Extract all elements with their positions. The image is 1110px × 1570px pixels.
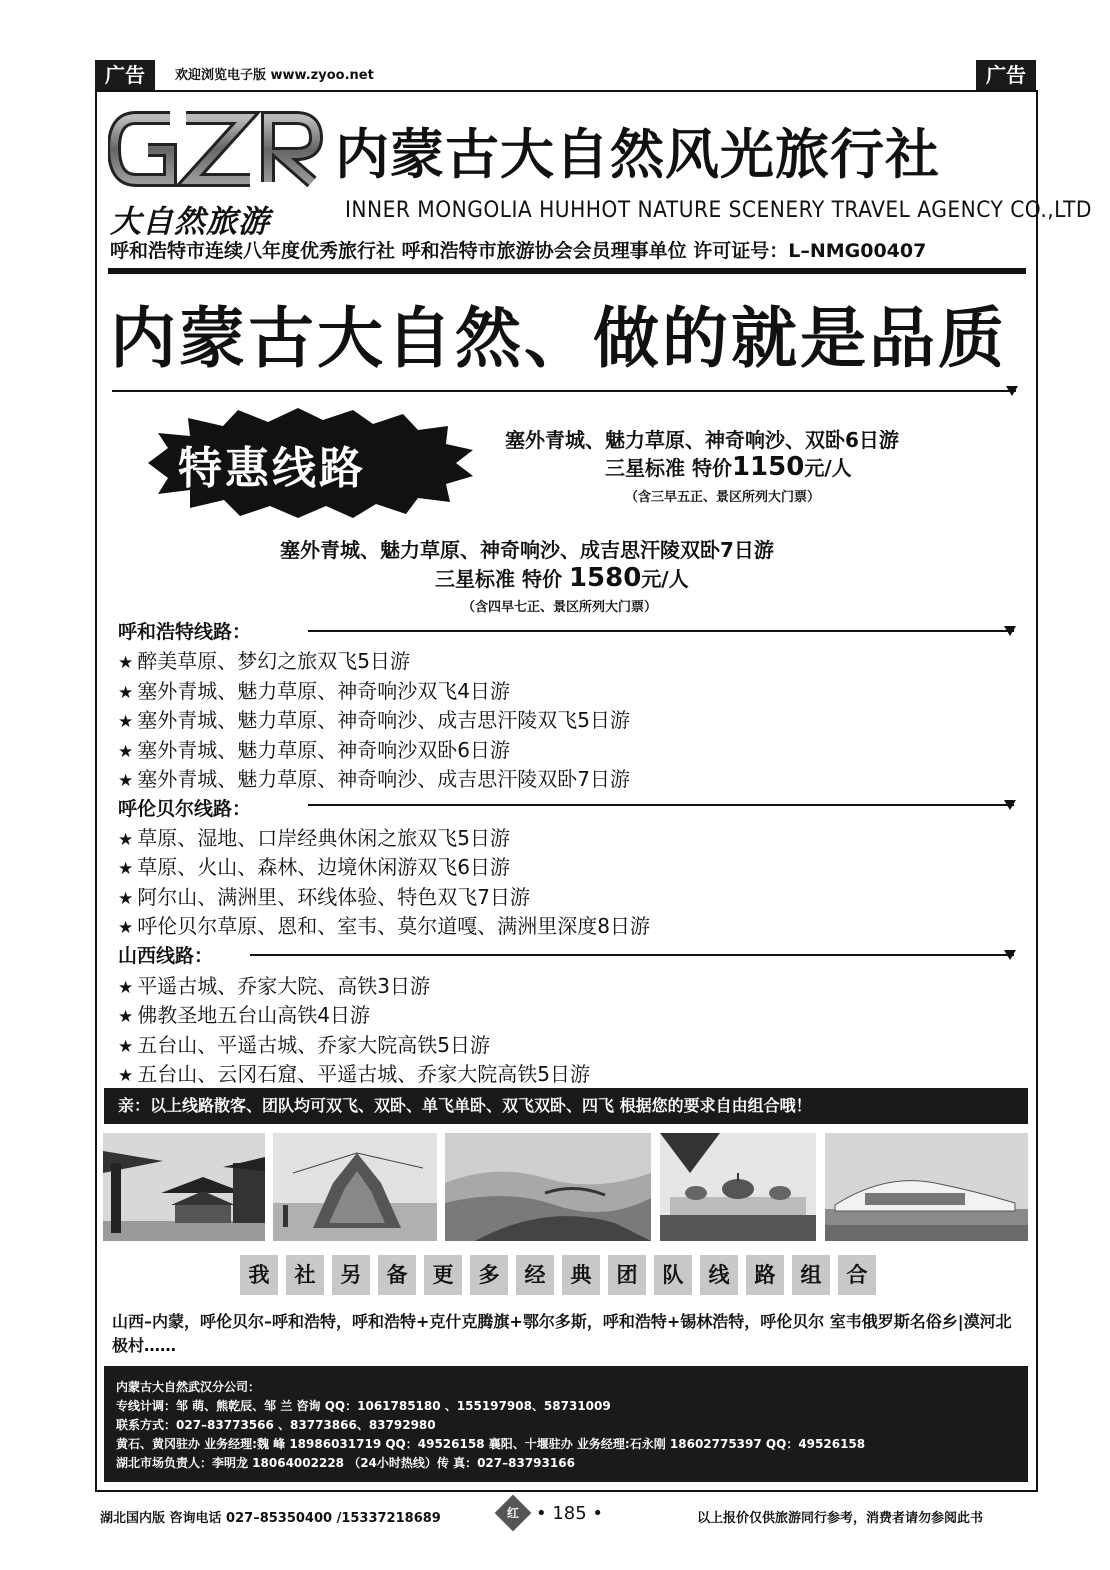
website-url[interactable]: 欢迎浏览电子版 www.zyoo.net bbox=[175, 68, 374, 83]
contact-info-box bbox=[104, 1366, 1028, 1482]
section-divider bbox=[308, 630, 1014, 632]
route-item[interactable] bbox=[118, 970, 430, 999]
agency-name: 内蒙古大自然风光旅行社 bbox=[335, 122, 940, 186]
section-title-shanxi: 山西线路： bbox=[118, 945, 214, 967]
route-label: 平遥古城、乔家大院、高铁3日游 bbox=[137, 974, 430, 998]
banner-char: 备 bbox=[378, 1255, 416, 1295]
phone-numbers[interactable]: 联系方式：027–83773566 、83773866、83792980 bbox=[116, 1418, 436, 1432]
route-item[interactable] bbox=[118, 1058, 590, 1087]
museum-building-photo bbox=[825, 1133, 1028, 1241]
footer-disclaimer: 以上报价仅供旅游同行参考，消费者请勿参阅此书 bbox=[697, 1511, 984, 1526]
offer2-price bbox=[435, 563, 689, 593]
route-item[interactable] bbox=[118, 675, 510, 704]
offer1-price-unit: 元/人 bbox=[804, 456, 852, 480]
route-item[interactable] bbox=[118, 881, 530, 910]
banner-char: 团 bbox=[608, 1255, 646, 1295]
star-icon: ★ bbox=[118, 859, 134, 879]
agency-english-name: INNER MONGOLIA HUHHOT NATURE SCENERY TRAVEL AGENCY CO.,LTD bbox=[345, 198, 1092, 223]
star-icon: ★ bbox=[118, 712, 134, 732]
slogan-divider bbox=[112, 390, 1016, 392]
route-item[interactable] bbox=[118, 822, 510, 851]
banner-char: 另 bbox=[332, 1255, 370, 1295]
more-combos-banner bbox=[240, 1255, 890, 1297]
route-label: 草原、湿地、口岸经典休闲之旅双飞5日游 bbox=[137, 826, 510, 850]
route-item[interactable] bbox=[118, 645, 410, 674]
star-icon: ★ bbox=[118, 978, 134, 998]
route-label: 塞外青城、魅力草原、神奇响沙、成吉思汗陵双卧7日游 bbox=[137, 767, 630, 791]
star-icon: ★ bbox=[118, 889, 134, 909]
offer1-price bbox=[605, 452, 852, 482]
oboo-cairn-photo bbox=[273, 1133, 437, 1241]
branch-name: 内蒙古大自然武汉分公司： bbox=[116, 1380, 261, 1394]
planners-and-qq[interactable]: 专线计调：邹 萌、熊乾辰、邹 兰 咨询 QQ：1061785180 、155197908、58731009 bbox=[116, 1399, 611, 1413]
star-icon: ★ bbox=[118, 1037, 134, 1057]
route-item[interactable] bbox=[118, 704, 630, 733]
banner-char: 路 bbox=[746, 1255, 784, 1295]
banner-char: 社 bbox=[286, 1255, 324, 1295]
route-item[interactable] bbox=[118, 910, 650, 939]
star-icon: ★ bbox=[118, 653, 134, 673]
special-routes-label: 特惠线路 bbox=[178, 443, 366, 494]
sand-dunes-photo bbox=[445, 1133, 651, 1241]
ad-tag-left: 广告 bbox=[95, 60, 155, 90]
route-item[interactable] bbox=[118, 763, 630, 792]
route-label: 塞外青城、魅力草原、神奇响沙、成吉思汗陵双飞5日游 bbox=[137, 708, 630, 732]
red-edition-badge-icon bbox=[495, 1495, 532, 1532]
banner-char: 多 bbox=[470, 1255, 508, 1295]
footer-edition-info: 湖北国内版 咨询电话 027–85350400 /15337218689 bbox=[100, 1511, 441, 1526]
banner-char: 线 bbox=[700, 1255, 738, 1295]
route-label: 五台山、平遥古城、乔家大院高铁5日游 bbox=[137, 1033, 490, 1057]
offer1-note: （含三早五正、景区所列大门票） bbox=[625, 490, 821, 505]
section-divider bbox=[308, 804, 1014, 806]
star-icon: ★ bbox=[118, 771, 134, 791]
banner-char: 经 bbox=[516, 1255, 554, 1295]
route-item[interactable] bbox=[118, 851, 510, 880]
route-label: 五台山、云冈石窟、平遥古城、乔家大院高铁5日游 bbox=[137, 1062, 590, 1086]
star-icon: ★ bbox=[118, 1007, 134, 1027]
agency-logo bbox=[108, 108, 323, 240]
footer-page-marker bbox=[500, 1500, 603, 1526]
mausoleum-photo bbox=[660, 1133, 816, 1241]
route-label: 阿尔山、满洲里、环线体验、特色双飞7日游 bbox=[137, 885, 530, 909]
offer1-price-prefix: 三星标准 特价 bbox=[605, 456, 732, 480]
combo-destinations-text: 山西–内蒙，呼伦贝尔–呼和浩特，呼和浩特+克什克腾旗+鄂尔多斯，呼和浩特+锡林浩特，呼伦贝尔 室韦俄罗斯名俗乡|漠河北极村…… bbox=[112, 1312, 1012, 1355]
route-label: 草原、火山、森林、边境休闲游双飞6日游 bbox=[137, 855, 510, 879]
gzr-logo-icon bbox=[108, 108, 323, 193]
section-divider bbox=[250, 954, 1014, 956]
agency-honors: 呼和浩特市连续八年度优秀旅行社 呼和浩特市旅游协会会员理事单位 许可证号：L–NMG00407 bbox=[110, 240, 927, 262]
slogan-headline: 内蒙古大自然、做的就是品质 bbox=[110, 300, 1007, 377]
banner-char: 更 bbox=[424, 1255, 462, 1295]
banner-char: 队 bbox=[654, 1255, 692, 1295]
logo-chinese-text: 大自然旅游 bbox=[110, 204, 270, 240]
offer2-price-unit: 元/人 bbox=[641, 567, 689, 591]
route-item[interactable] bbox=[118, 1029, 490, 1058]
offer2-note: （含四早七正、景区所列大门票） bbox=[462, 600, 658, 615]
route-label: 塞外青城、魅力草原、神奇响沙双飞4日游 bbox=[137, 679, 510, 703]
banner-char: 我 bbox=[240, 1255, 278, 1295]
offer1-price-value: 1150 bbox=[731, 452, 805, 482]
star-icon: ★ bbox=[118, 683, 134, 703]
page-number: • 185 • bbox=[536, 1502, 604, 1524]
offer2-title: 塞外青城、魅力草原、神奇响沙、成吉思汗陵双卧7日游 bbox=[280, 538, 774, 562]
badge-label: 红 bbox=[506, 1506, 519, 1520]
temple-photo bbox=[103, 1133, 265, 1241]
section-title-hohhot: 呼和浩特线路： bbox=[118, 621, 252, 643]
banner-char: 典 bbox=[562, 1255, 600, 1295]
section-title-hulunbuir: 呼伦贝尔线路： bbox=[118, 798, 252, 820]
route-label: 醉美草原、梦幻之旅双飞5日游 bbox=[137, 649, 410, 673]
offer2-price-prefix: 三星标准 特价 bbox=[435, 567, 569, 591]
star-icon: ★ bbox=[118, 1066, 134, 1086]
star-icon: ★ bbox=[118, 918, 134, 938]
route-item[interactable] bbox=[118, 734, 510, 763]
star-icon: ★ bbox=[118, 830, 134, 850]
banner-char: 合 bbox=[838, 1255, 876, 1295]
route-label: 佛教圣地五台山高铁4日游 bbox=[137, 1003, 370, 1027]
combination-notice: 亲：以上线路散客、团队均可双飞、双卧、单飞单卧、双飞双卧、四飞 根据您的要求自由组合哦！ bbox=[104, 1088, 1028, 1124]
ad-tag-right: 广告 bbox=[976, 60, 1036, 90]
route-label: 呼伦贝尔草原、恩和、室韦、莫尔道嘎、满洲里深度8日游 bbox=[137, 914, 650, 938]
offer1-title: 塞外青城、魅力草原、神奇响沙、双卧6日游 bbox=[505, 428, 899, 452]
banner-char: 组 bbox=[792, 1255, 830, 1295]
regional-managers[interactable]: 黄石、黄冈驻办 业务经理:魏 峰 18986031719 QQ：49526158 襄阳、十堰驻办 业务经理:石永刚 18602775397 QQ：49526158 bbox=[116, 1437, 866, 1451]
header-divider bbox=[108, 268, 1026, 274]
route-item[interactable] bbox=[118, 999, 370, 1028]
market-manager[interactable]: 湖北市场负责人：李明龙 18064002228 （24小时热线）传 真：027–83793166 bbox=[116, 1456, 575, 1470]
star-icon: ★ bbox=[118, 742, 134, 762]
route-label: 塞外青城、魅力草原、神奇响沙双卧6日游 bbox=[137, 738, 510, 762]
offer2-price-value: 1580 bbox=[568, 563, 642, 593]
